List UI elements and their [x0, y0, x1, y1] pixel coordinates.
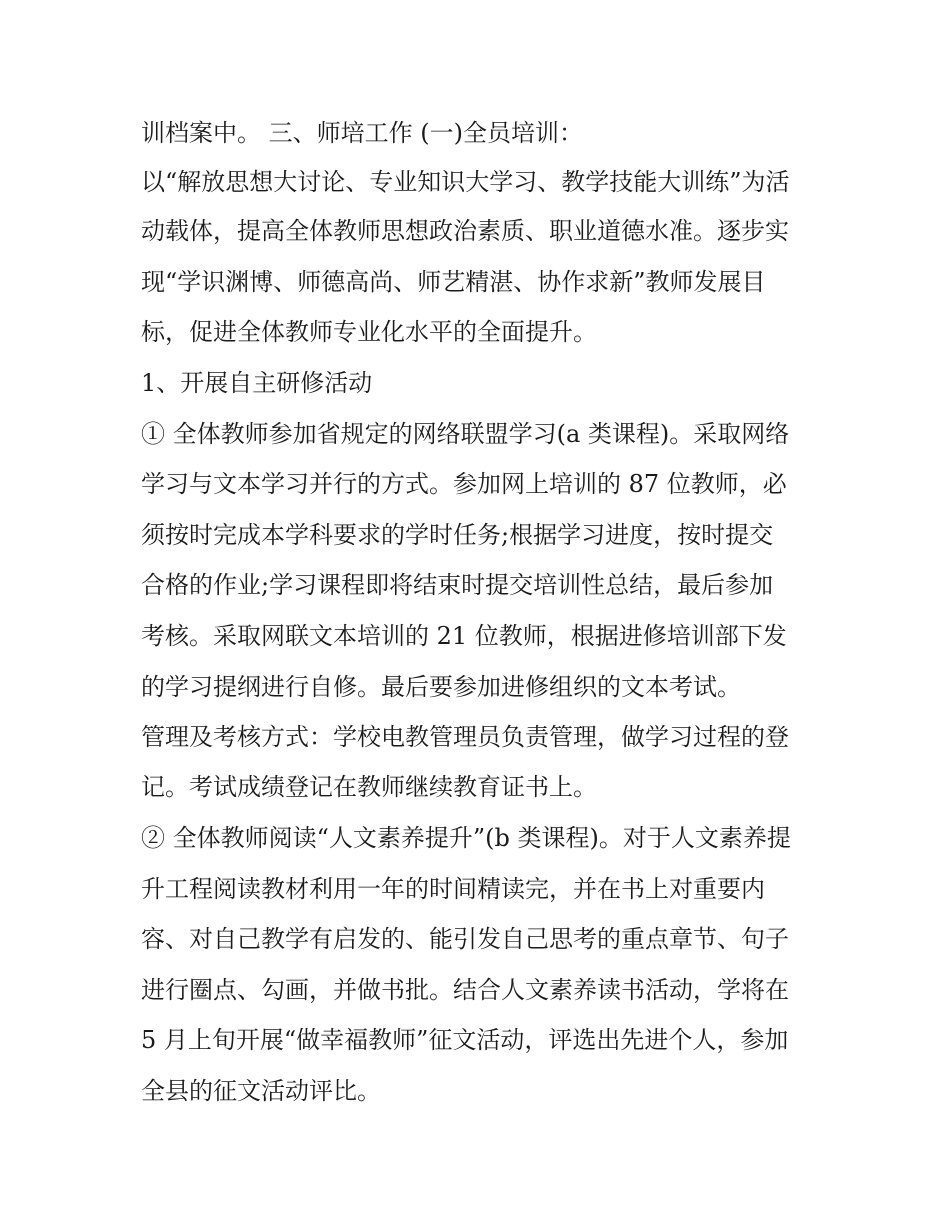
text-line: 全县的征文活动评比。: [141, 1077, 381, 1105]
text-line: 动载体，提高全体教师思想政治素质、职业道德水准。逐步实: [141, 217, 789, 245]
text-line: ① 全体教师参加省规定的网络联盟学习(a 类课程)。采取网络: [141, 420, 790, 448]
text-line: 标，促进全体教师专业化水平的全面提升。: [141, 318, 597, 346]
section-heading: 1、开展自主研修活动: [141, 369, 373, 397]
text-line: 须按时完成本学科要求的学时任务;根据学习进度，按时提交: [141, 521, 774, 549]
text-line: 升工程阅读教材利用一年的时间精读完，并在书上对重要内: [141, 875, 765, 903]
text-line: 学习与文本学习并行的方式。参加网上培训的 87 位教师，必: [141, 470, 787, 498]
text-line: 进行圈点、勾画，并做书批。结合人文素养读书活动，学将在: [141, 976, 789, 1004]
text-line: 容、对自己教学有启发的、能引发自己思考的重点章节、句子: [141, 925, 789, 953]
text-line: 5 月上旬开展“做幸福教师”征文活动，评选出先进个人，参加: [141, 1026, 789, 1054]
text-line: ② 全体教师阅读“人文素养提升”(b 类课程)。对于人文素养提: [141, 824, 791, 852]
text-line: 以“解放思想大讨论、专业知识大学习、教学技能大训练”为活: [141, 168, 790, 196]
text-line: 考核。采取网联文本培训的 21 位教师，根据进修培训部下发: [141, 622, 787, 650]
text-line: 的学习提纲进行自修。最后要参加进修组织的文本考试。: [141, 673, 741, 701]
text-line: 合格的作业;学习课程即将结束时提交培训性总结，最后参加: [141, 571, 774, 599]
text-line: 训档案中。 三、师培工作 (一)全员培训：: [141, 119, 583, 147]
text-line: 记。考试成绩登记在教师继续教育证书上。: [141, 773, 597, 801]
text-line: 管理及考核方式：学校电教管理员负责管理，做学习过程的登: [141, 723, 789, 751]
text-line: 现“学识渊博、师德高尚、师艺精湛、协作求新”教师发展目: [141, 268, 766, 296]
